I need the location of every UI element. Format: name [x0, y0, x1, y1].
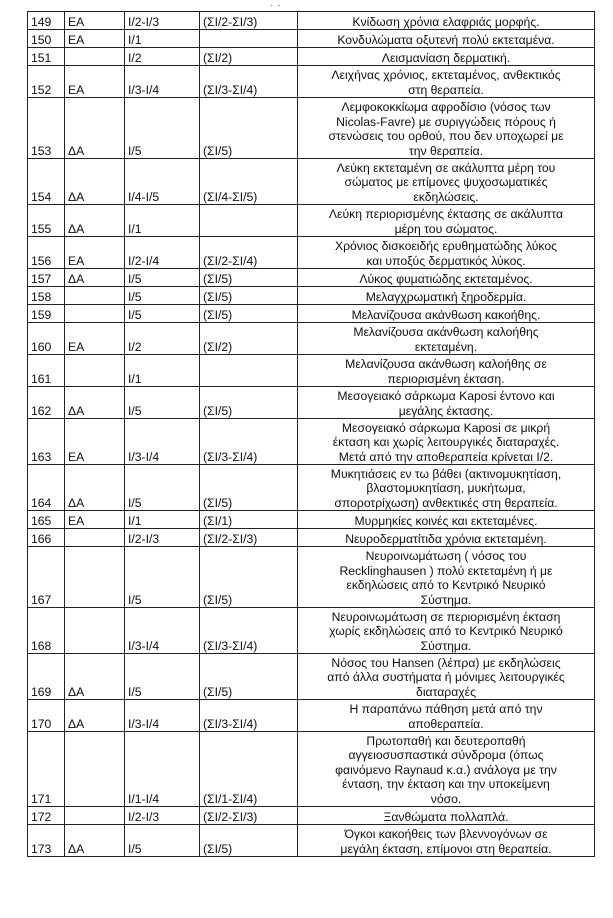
table-row	[28, 700, 595, 732]
row-number-cell: 170	[28, 700, 65, 732]
category-cell: ΔΑ	[65, 159, 125, 205]
category-cell: ΕΑ	[65, 323, 125, 355]
rating-range-cell: Ι/3-Ι/4	[125, 419, 200, 465]
description-line: Μεσογειακό σάρκωμα Kaposi σε μικρή	[341, 420, 551, 435]
row-number-cell: 159	[28, 305, 65, 323]
row-number-cell: 155	[28, 205, 65, 237]
description-cell	[298, 205, 595, 237]
description-line: Μετά από την αποθεραπεία κρίνεται Ι/2.	[338, 449, 554, 464]
rating-range-cell: Ι/2	[125, 48, 200, 66]
disability-rating-table	[27, 11, 595, 857]
row-number-cell: 166	[28, 529, 65, 547]
description-line: Νευροινωμάτωση ( νόσος του	[365, 549, 527, 564]
description-line: Μυκητιάσεις εν τω βάθει (ακτινομυκητίαση,	[330, 466, 562, 481]
table-row	[28, 66, 595, 98]
rating-range-cell: Ι/5	[125, 387, 200, 419]
description-line: αγγειοσυσπαστικά σύνδρομα (όπως	[348, 748, 544, 763]
description-cell	[298, 237, 595, 269]
description-line: Λύκος φυματιώδης εκτεταμένος.	[359, 271, 533, 286]
description-line: Μυρμηκίες κοινές και εκτεταμένες.	[354, 513, 538, 528]
sub-rating-cell: (ΣΙ/3-ΣΙ/4)	[200, 608, 298, 654]
row-number-cell: 153	[28, 98, 65, 159]
category-cell: ΔΑ	[65, 387, 125, 419]
description-cell	[298, 825, 595, 857]
sub-rating-cell: (ΣΙ/5)	[200, 825, 298, 857]
row-number-cell: 162	[28, 387, 65, 419]
rating-range-cell: Ι/5	[125, 287, 200, 305]
description-cell	[298, 465, 595, 511]
table-row	[28, 205, 595, 237]
category-cell	[65, 48, 125, 66]
rating-range-cell: Ι/2-Ι/3	[125, 807, 200, 825]
description-cell	[298, 305, 595, 323]
category-cell	[65, 732, 125, 807]
description-line: Μελανίζουσα ακάνθωση καλοήθης σε	[345, 357, 547, 372]
sub-rating-cell: (ΣΙ/2)	[200, 323, 298, 355]
row-number-cell: 157	[28, 269, 65, 287]
description-line: Η παραπάνω πάθηση μετά από την	[349, 702, 543, 717]
sub-rating-cell: (ΣΙ/5)	[200, 287, 298, 305]
table-row	[28, 12, 595, 30]
description-line: Μελανίζουσα ακάνθωση κακοήθης.	[351, 307, 541, 322]
description-line: Νευροδερματίτιδα χρόνια εκτεταμένη.	[345, 531, 547, 546]
table-row	[28, 287, 595, 305]
sub-rating-cell: (ΣΙ/5)	[200, 269, 298, 287]
table-row	[28, 654, 595, 700]
rating-range-cell: Ι/5	[125, 305, 200, 323]
description-line: Κονδυλώματα οξυτενή πολύ εκτεταμένα.	[337, 32, 555, 47]
page-mark: - -	[270, 0, 282, 10]
description-line: μεγάλης έκτασης.	[398, 403, 494, 418]
description-line: Ξανθώματα πολλαπλά.	[383, 809, 509, 824]
table-row	[28, 465, 595, 511]
description-line: Σύστημα.	[420, 592, 472, 607]
sub-rating-cell: (ΣΙ/5)	[200, 547, 298, 608]
category-cell	[65, 355, 125, 387]
description-cell	[298, 66, 595, 98]
rating-range-cell: Ι/5	[125, 269, 200, 287]
table-row	[28, 419, 595, 465]
description-line: Νευροινωμάτωση σε περιορισμένη έκταση	[331, 609, 561, 624]
sub-rating-cell: (ΣΙ/3-ΣΙ/4)	[200, 700, 298, 732]
description-cell	[298, 807, 595, 825]
description-cell	[298, 654, 595, 700]
description-line: στη θεραπεία.	[408, 82, 484, 97]
category-cell: ΕΑ	[65, 237, 125, 269]
category-cell: ΕΑ	[65, 419, 125, 465]
table-row	[28, 529, 595, 547]
category-cell: ΔΑ	[65, 825, 125, 857]
description-line: από άλλα συστήματα ή μόνιμες λειτουργικές	[327, 670, 565, 685]
description-line: εκδηλώσεις.	[413, 189, 479, 204]
sub-rating-cell: (ΣΙ/2-ΣΙ/4)	[200, 237, 298, 269]
description-line: φαινόμενο Raynaud κ.α.) ανάλογα με την	[335, 762, 557, 777]
description-line: μεγάλη έκταση, επίμονοι στη θεραπεία.	[340, 841, 552, 856]
category-cell	[65, 547, 125, 608]
sub-rating-cell: (ΣΙ/5)	[200, 465, 298, 511]
description-line: σποροτρίχωση) ανθεκτικές στη θεραπεία.	[334, 495, 558, 510]
sub-rating-cell: (ΣΙ/4-ΣΙ/5)	[200, 159, 298, 205]
sub-rating-cell: (ΣΙ/2)	[200, 48, 298, 66]
rating-range-cell: Ι/2-Ι/4	[125, 237, 200, 269]
sub-rating-cell: (ΣΙ/5)	[200, 387, 298, 419]
rating-range-cell: Ι/2-Ι/3	[125, 529, 200, 547]
row-number-cell: 149	[28, 12, 65, 30]
sub-rating-cell: (ΣΙ/3-ΣΙ/4)	[200, 66, 298, 98]
table-row	[28, 98, 595, 159]
row-number-cell: 150	[28, 30, 65, 48]
row-number-cell: 154	[28, 159, 65, 205]
description-line: στενώσεις του ορθού, που δεν υποχωρεί με	[328, 129, 564, 144]
description-line: νόσο.	[430, 791, 462, 806]
description-cell	[298, 387, 595, 419]
description-line: Λειχήνας χρόνιος, εκτεταμένος, ανθεκτικός	[331, 68, 561, 83]
category-cell: ΕΑ	[65, 12, 125, 30]
description-line: Λεύκη εκτεταμένη σε ακάλυπτα μέρη του	[336, 160, 556, 175]
description-line: και υποξύς δερματικός λύκος.	[366, 253, 526, 268]
description-cell	[298, 30, 595, 48]
category-cell	[65, 529, 125, 547]
sub-rating-cell: (ΣΙ/2-ΣΙ/3)	[200, 807, 298, 825]
row-number-cell: 152	[28, 66, 65, 98]
row-number-cell: 161	[28, 355, 65, 387]
sub-rating-cell	[200, 30, 298, 48]
description-line: ένταση, την έκταση και την υποκείμενη	[342, 777, 550, 792]
description-cell	[298, 419, 595, 465]
category-cell	[65, 287, 125, 305]
rating-range-cell: Ι/5	[125, 825, 200, 857]
description-line: Recklinghausen ) πολύ εκτεταμένη ή με	[339, 563, 553, 578]
row-number-cell: 151	[28, 48, 65, 66]
description-cell	[298, 547, 595, 608]
row-number-cell: 163	[28, 419, 65, 465]
rating-range-cell: Ι/4-Ι/5	[125, 159, 200, 205]
description-cell	[298, 700, 595, 732]
description-cell	[298, 511, 595, 529]
row-number-cell: 171	[28, 732, 65, 807]
rating-range-cell: Ι/1	[125, 355, 200, 387]
description-line: Όγκοι κακοήθεις των βλεννογόνων σε	[344, 827, 548, 842]
description-cell	[298, 48, 595, 66]
description-cell	[298, 529, 595, 547]
category-cell: ΔΑ	[65, 98, 125, 159]
description-cell	[298, 732, 595, 807]
table-row	[28, 355, 595, 387]
category-cell: ΔΑ	[65, 654, 125, 700]
row-number-cell: 169	[28, 654, 65, 700]
rating-range-cell: Ι/1-Ι/4	[125, 732, 200, 807]
row-number-cell: 168	[28, 608, 65, 654]
table-row	[28, 30, 595, 48]
description-cell	[298, 98, 595, 159]
rating-range-cell: Ι/3-Ι/4	[125, 66, 200, 98]
description-cell	[298, 323, 595, 355]
table-row	[28, 323, 595, 355]
rating-range-cell: Ι/1	[125, 30, 200, 48]
description-line: Πρωτοπαθή και δευτεροπαθή	[366, 733, 526, 748]
description-cell	[298, 269, 595, 287]
description-line: Χρόνιος δισκοειδής ερυθηματώδης λύκος	[334, 239, 558, 254]
sub-rating-cell: (ΣΙ/3-ΣΙ/4)	[200, 419, 298, 465]
sub-rating-cell: (ΣΙ/2-ΣΙ/3)	[200, 12, 298, 30]
table-row	[28, 305, 595, 323]
rating-range-cell: Ι/2-Ι/3	[125, 12, 200, 30]
sub-rating-cell: (ΣΙ/5)	[200, 305, 298, 323]
rating-range-cell: Ι/3-Ι/4	[125, 608, 200, 654]
category-cell	[65, 608, 125, 654]
row-number-cell: 165	[28, 511, 65, 529]
description-line: Κνίδωση χρόνια ελαφριάς μορφής.	[352, 14, 540, 29]
category-cell: ΔΑ	[65, 269, 125, 287]
description-cell	[298, 608, 595, 654]
description-line: Nicolas-Favre) με συριγγώδεις πόρους ή	[336, 114, 556, 129]
description-line: Σύστημα.	[420, 638, 472, 653]
rating-range-cell: Ι/2	[125, 323, 200, 355]
description-line: περιορισμένη έκταση.	[387, 371, 505, 386]
row-number-cell: 160	[28, 323, 65, 355]
description-line: μέρη του σώματος.	[394, 221, 498, 236]
sub-rating-cell: (ΣΙ/1-ΣΙ/4)	[200, 732, 298, 807]
rating-range-cell: Ι/3-Ι/4	[125, 700, 200, 732]
table-body	[28, 12, 595, 857]
table-row	[28, 511, 595, 529]
table-row	[28, 237, 595, 269]
description-line: εκτεταμένη.	[414, 339, 478, 354]
sub-rating-cell	[200, 205, 298, 237]
description-line: βλαστομυκητίαση, μυκήτωμα,	[366, 481, 526, 496]
rating-range-cell: Ι/5	[125, 98, 200, 159]
description-cell	[298, 355, 595, 387]
description-line: σώματος με επίμονες ψυχοσωματικές	[344, 175, 548, 190]
rating-range-cell: Ι/1	[125, 511, 200, 529]
rating-range-cell: Ι/5	[125, 654, 200, 700]
description-cell	[298, 12, 595, 30]
table-row	[28, 608, 595, 654]
table-row	[28, 387, 595, 419]
rating-range-cell: Ι/5	[125, 465, 200, 511]
description-line: χωρίς εκδηλώσεις από το Κεντρικό Νευρικό	[329, 624, 563, 639]
description-line: Νόσος του Hansen (λέπρα) με εκδηλώσεις	[331, 655, 561, 670]
description-line: έκταση και χωρίς λειτουργικές διαταραχές.	[332, 435, 560, 450]
category-cell: ΕΑ	[65, 511, 125, 529]
description-cell	[298, 159, 595, 205]
description-line: εκδηλώσεις από το Κεντρικό Νευρικό	[346, 578, 546, 593]
category-cell: ΔΑ	[65, 700, 125, 732]
table-row	[28, 807, 595, 825]
sub-rating-cell: (ΣΙ/2-ΣΙ/3)	[200, 529, 298, 547]
description-line: Μελανίζουσα ακάνθωση καλοήθης	[353, 325, 539, 340]
row-number-cell: 164	[28, 465, 65, 511]
category-cell: ΔΑ	[65, 465, 125, 511]
rating-range-cell: Ι/1	[125, 205, 200, 237]
table-row	[28, 825, 595, 857]
table-row	[28, 547, 595, 608]
table-row	[28, 732, 595, 807]
description-line: την θεραπεία.	[408, 143, 484, 158]
row-number-cell: 156	[28, 237, 65, 269]
description-line: Λεισμανίαση δερματική.	[381, 50, 511, 65]
table-row	[28, 269, 595, 287]
sub-rating-cell: (ΣΙ/5)	[200, 654, 298, 700]
description-line: αποθεραπεία.	[408, 716, 484, 731]
category-cell: ΕΑ	[65, 66, 125, 98]
row-number-cell: 167	[28, 547, 65, 608]
category-cell	[65, 305, 125, 323]
sub-rating-cell	[200, 355, 298, 387]
table-row	[28, 159, 595, 205]
row-number-cell: 158	[28, 287, 65, 305]
row-number-cell: 172	[28, 807, 65, 825]
description-line: Λεύκη περιορισμένης έκτασης σε ακάλυπτα	[328, 207, 564, 222]
table-row	[28, 48, 595, 66]
description-line: Λεμφοκοκκίωμα αφροδίσιο (νόσος των	[341, 100, 551, 115]
sub-rating-cell: (ΣΙ/5)	[200, 98, 298, 159]
description-line: Μελαγχρωματική ξηροδερμία.	[365, 289, 527, 304]
sub-rating-cell: (ΣΙ/1)	[200, 511, 298, 529]
description-cell	[298, 287, 595, 305]
rating-range-cell: Ι/5	[125, 547, 200, 608]
category-cell: ΔΑ	[65, 205, 125, 237]
category-cell: ΕΑ	[65, 30, 125, 48]
category-cell	[65, 807, 125, 825]
description-line: διαταραχές	[416, 684, 476, 699]
description-line: Μεσογειακό σάρκωμα Kaposi έντονο και	[337, 389, 555, 404]
row-number-cell: 173	[28, 825, 65, 857]
